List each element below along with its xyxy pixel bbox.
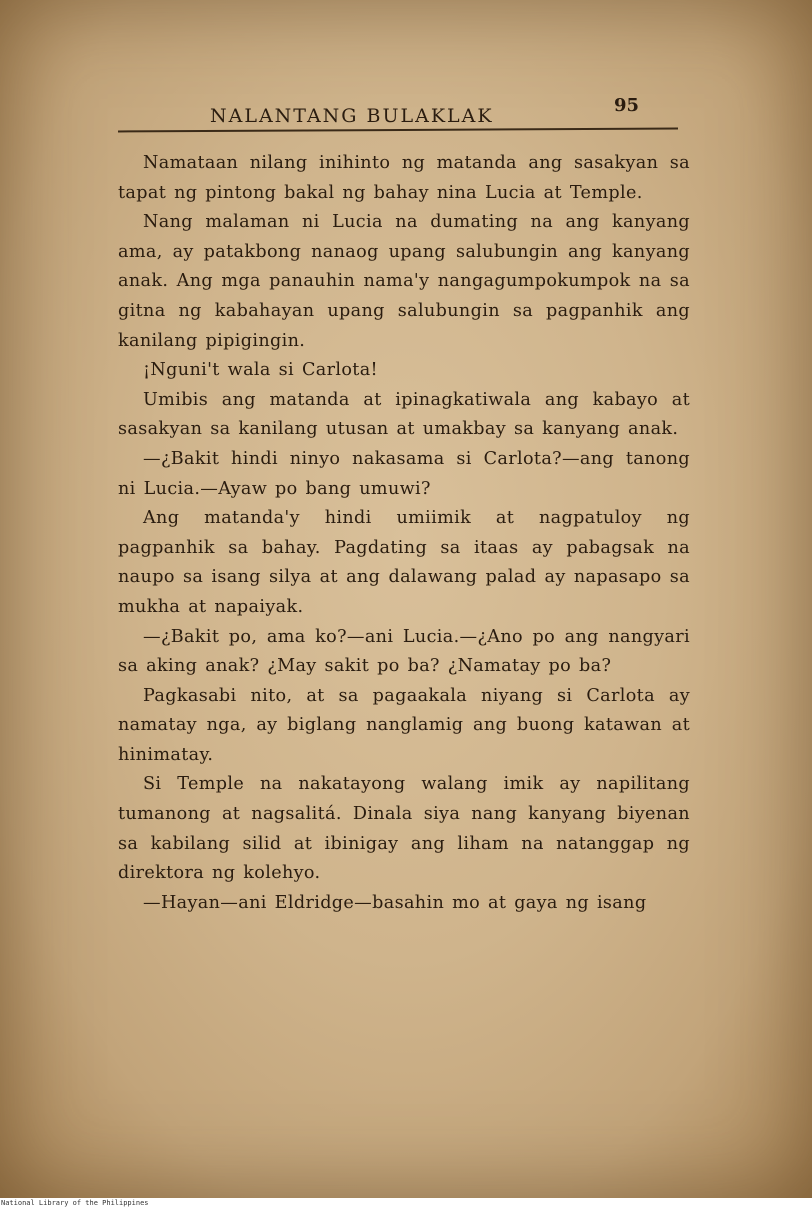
running-title: NALANTANG BULAKLAK (210, 105, 494, 127)
page-header (118, 93, 678, 133)
paragraph: —¿Bakit hindi ninyo nakasama si Carlota?—ang tanong ni Lucia.—Ayaw po bang umuwi? (118, 448, 690, 499)
paragraph: —¿Bakit po, ama ko?—ani Lucia.—¿Ano po ang nangyari sa aking anak? ¿May sakit po ba? ¿Namatay po ba? (118, 626, 690, 677)
paragraph: Ang matanda'y hindi umiimik at nagpatuloy ng pagpanhik sa bahay. Pagdating sa itaas ay pabagsak na naupo sa isang silya at ang dalawang palad ay napasapo sa mukha at napaiyak. (118, 508, 690, 617)
paragraph: —Hayan—ani Eldridge—basahin mo at gaya ng isang (143, 892, 647, 913)
library-credit: National Library of the Philippines (1, 1199, 149, 1207)
paragraph: Namataan nilang inihinto ng matanda ang sasakyan sa tapat ng pintong bakal ng bahay nina Lucia at Temple. (118, 153, 690, 203)
paragraph: Pagkasabi nito, at sa pagaakala niyang si Carlota ay namatay nga, ay biglang nanglamig ang buong katawan at hinimatay. (118, 685, 690, 765)
paragraph: Si Temple na nakatayong walang imik ay napilitang tumanong at nagsalitá. Dinala siya nang kanyang biyenan sa kabilang silid at ibinigay ang liham na natanggap ng direktora ng kolehyo. (118, 774, 690, 884)
paragraph: Umibis ang matanda at ipinagkatiwala ang kabayo at sasakyan sa kanilang utusan at umakbay sa kanyang anak. (118, 389, 690, 440)
body-text (118, 149, 690, 918)
footer-bar (0, 1199, 812, 1208)
paragraph: Nang malaman ni Lucia na dumating na ang kanyang ama, ay patakbong nanaog upang salubungin ang kanyang anak. Ang mga panauhin nama'y nangagumpokumpok na sa gitna ng kabahayan upang salubungin sa pagpanhik ang kanilang pipigingin. (118, 212, 690, 351)
paragraph: ¡Nguni't wala si Carlota! (143, 360, 378, 381)
page-number: 95 (614, 95, 640, 116)
header-rule (118, 128, 678, 133)
